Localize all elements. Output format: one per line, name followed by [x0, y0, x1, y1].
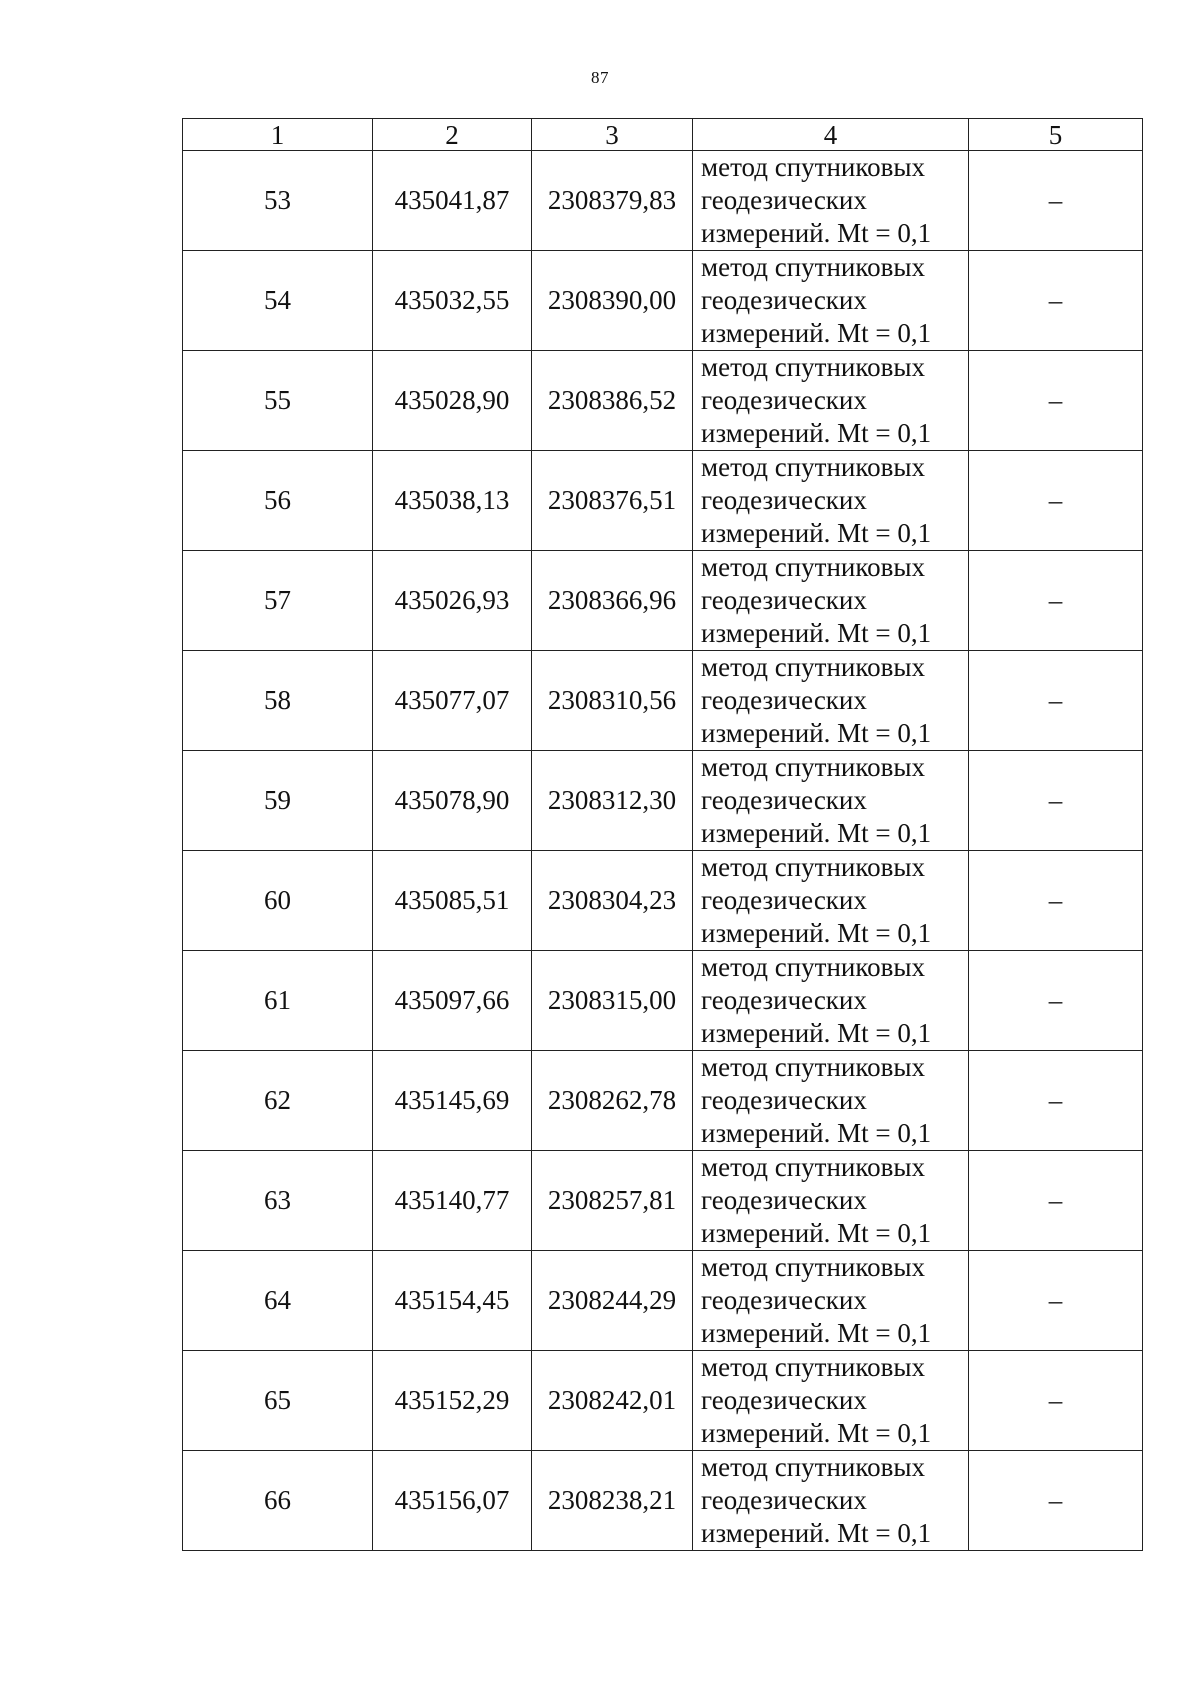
method-line: измерений. Mt = 0,1 — [701, 318, 932, 348]
method-line: геодезических — [701, 1185, 867, 1215]
point-number-cell: 63 — [183, 1151, 373, 1251]
method-line: метод спутниковых — [701, 152, 925, 182]
table-row — [183, 1151, 1143, 1251]
method-line: измерений. Mt = 0,1 — [701, 518, 932, 548]
note-cell: – — [969, 651, 1143, 751]
method-line: геодезических — [701, 385, 867, 415]
x-coordinate-cell: 435078,90 — [373, 751, 532, 851]
table-row — [183, 251, 1143, 351]
x-coordinate-cell: 435026,93 — [373, 551, 532, 651]
column-header: 1 — [183, 119, 373, 151]
column-header: 2 — [373, 119, 532, 151]
table-row — [183, 951, 1143, 1051]
point-number-cell: 55 — [183, 351, 373, 451]
method-line: геодезических — [701, 1285, 867, 1315]
x-coordinate-cell: 435097,66 — [373, 951, 532, 1051]
point-number-cell: 65 — [183, 1351, 373, 1451]
method-cell — [693, 251, 969, 351]
x-coordinate-cell: 435140,77 — [373, 1151, 532, 1251]
method-line: метод спутниковых — [701, 652, 925, 682]
point-number-cell: 56 — [183, 451, 373, 551]
y-coordinate-cell: 2308390,00 — [532, 251, 693, 351]
method-line: метод спутниковых — [701, 752, 925, 782]
y-coordinate-cell: 2308376,51 — [532, 451, 693, 551]
note-cell: – — [969, 851, 1143, 951]
method-line: метод спутниковых — [701, 1252, 925, 1282]
method-line: геодезических — [701, 1385, 867, 1415]
method-line: метод спутниковых — [701, 552, 925, 582]
x-coordinate-cell: 435077,07 — [373, 651, 532, 751]
note-cell: – — [969, 251, 1143, 351]
method-line: геодезических — [701, 885, 867, 915]
y-coordinate-cell: 2308304,23 — [532, 851, 693, 951]
note-cell: – — [969, 551, 1143, 651]
method-cell — [693, 1251, 969, 1351]
method-cell — [693, 751, 969, 851]
header-row — [183, 119, 1143, 151]
note-cell: – — [969, 1051, 1143, 1151]
table-row — [183, 551, 1143, 651]
method-line: геодезических — [701, 285, 867, 315]
method-line: измерений. Mt = 0,1 — [701, 218, 932, 248]
table-row — [183, 851, 1143, 951]
method-cell — [693, 1451, 969, 1551]
method-line: метод спутниковых — [701, 452, 925, 482]
column-header: 3 — [532, 119, 693, 151]
method-line: измерений. Mt = 0,1 — [701, 1018, 932, 1048]
note-cell: – — [969, 451, 1143, 551]
coordinates-table — [182, 118, 1143, 1551]
method-cell — [693, 351, 969, 451]
table-header — [183, 119, 1143, 151]
note-cell: – — [969, 1451, 1143, 1551]
point-number-cell: 58 — [183, 651, 373, 751]
method-line: геодезических — [701, 685, 867, 715]
note-cell: – — [969, 1151, 1143, 1251]
x-coordinate-cell: 435156,07 — [373, 1451, 532, 1551]
method-line: геодезических — [701, 785, 867, 815]
method-line: геодезических — [701, 485, 867, 515]
x-coordinate-cell: 435152,29 — [373, 1351, 532, 1451]
y-coordinate-cell: 2308257,81 — [532, 1151, 693, 1251]
x-coordinate-cell: 435085,51 — [373, 851, 532, 951]
method-line: геодезических — [701, 1485, 867, 1515]
method-cell — [693, 651, 969, 751]
point-number-cell: 66 — [183, 1451, 373, 1551]
y-coordinate-cell: 2308242,01 — [532, 1351, 693, 1451]
point-number-cell: 59 — [183, 751, 373, 851]
y-coordinate-cell: 2308315,00 — [532, 951, 693, 1051]
table-row — [183, 351, 1143, 451]
y-coordinate-cell: 2308238,21 — [532, 1451, 693, 1551]
x-coordinate-cell: 435145,69 — [373, 1051, 532, 1151]
table-row — [183, 151, 1143, 251]
method-line: метод спутниковых — [701, 352, 925, 382]
point-number-cell: 64 — [183, 1251, 373, 1351]
method-cell — [693, 851, 969, 951]
method-cell — [693, 1151, 969, 1251]
point-number-cell: 57 — [183, 551, 373, 651]
note-cell: – — [969, 1251, 1143, 1351]
method-line: геодезических — [701, 1085, 867, 1115]
column-header: 5 — [969, 119, 1143, 151]
method-line: метод спутниковых — [701, 1052, 925, 1082]
y-coordinate-cell: 2308379,83 — [532, 151, 693, 251]
note-cell: – — [969, 751, 1143, 851]
method-cell — [693, 951, 969, 1051]
point-number-cell: 53 — [183, 151, 373, 251]
column-header: 4 — [693, 119, 969, 151]
method-line: измерений. Mt = 0,1 — [701, 618, 932, 648]
page-number: 87 — [591, 68, 609, 87]
method-line: измерений. Mt = 0,1 — [701, 918, 932, 948]
method-line: измерений. Mt = 0,1 — [701, 1218, 932, 1248]
x-coordinate-cell: 435032,55 — [373, 251, 532, 351]
point-number-cell: 61 — [183, 951, 373, 1051]
method-line: измерений. Mt = 0,1 — [701, 1118, 932, 1148]
x-coordinate-cell: 435154,45 — [373, 1251, 532, 1351]
note-cell: – — [969, 1351, 1143, 1451]
y-coordinate-cell: 2308386,52 — [532, 351, 693, 451]
method-line: метод спутниковых — [701, 252, 925, 282]
y-coordinate-cell: 2308244,29 — [532, 1251, 693, 1351]
note-cell: – — [969, 351, 1143, 451]
method-line: измерений. Mt = 0,1 — [701, 818, 932, 848]
y-coordinate-cell: 2308366,96 — [532, 551, 693, 651]
method-cell — [693, 151, 969, 251]
method-line: метод спутниковых — [701, 1452, 925, 1482]
method-line: геодезических — [701, 985, 867, 1015]
table-row — [183, 1251, 1143, 1351]
table-body — [183, 151, 1143, 1551]
table-row — [183, 1451, 1143, 1551]
table-row — [183, 1051, 1143, 1151]
table-row — [183, 751, 1143, 851]
method-line: измерений. Mt = 0,1 — [701, 1318, 932, 1348]
method-cell — [693, 451, 969, 551]
x-coordinate-cell: 435041,87 — [373, 151, 532, 251]
method-cell — [693, 1051, 969, 1151]
x-coordinate-cell: 435038,13 — [373, 451, 532, 551]
method-line: геодезических — [701, 585, 867, 615]
method-line: метод спутниковых — [701, 1352, 925, 1382]
y-coordinate-cell: 2308262,78 — [532, 1051, 693, 1151]
note-cell: – — [969, 151, 1143, 251]
point-number-cell: 62 — [183, 1051, 373, 1151]
point-number-cell: 54 — [183, 251, 373, 351]
method-line: измерений. Mt = 0,1 — [701, 718, 932, 748]
method-line: метод спутниковых — [701, 1152, 925, 1182]
method-line: метод спутниковых — [701, 852, 925, 882]
y-coordinate-cell: 2308310,56 — [532, 651, 693, 751]
table-row — [183, 451, 1143, 551]
method-line: измерений. Mt = 0,1 — [701, 418, 932, 448]
table-row — [183, 1351, 1143, 1451]
note-cell: – — [969, 951, 1143, 1051]
method-cell — [693, 1351, 969, 1451]
method-line: измерений. Mt = 0,1 — [701, 1418, 932, 1448]
point-number-cell: 60 — [183, 851, 373, 951]
x-coordinate-cell: 435028,90 — [373, 351, 532, 451]
table-row — [183, 651, 1143, 751]
method-line: метод спутниковых — [701, 952, 925, 982]
method-cell — [693, 551, 969, 651]
method-line: геодезических — [701, 185, 867, 215]
method-line: измерений. Mt = 0,1 — [701, 1518, 932, 1548]
y-coordinate-cell: 2308312,30 — [532, 751, 693, 851]
